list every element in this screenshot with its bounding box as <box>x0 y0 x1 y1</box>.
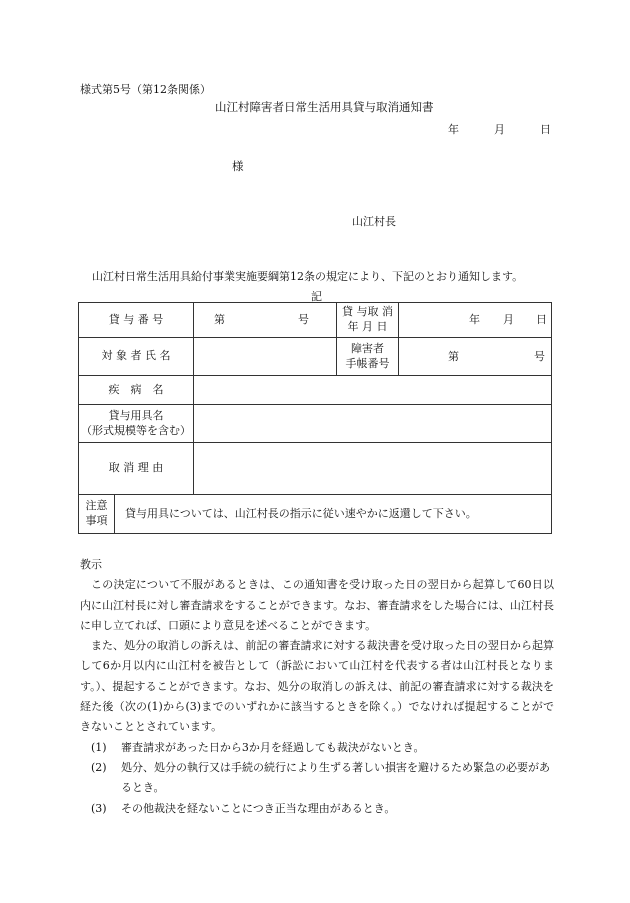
cancel-date-label-1: 貸 与取 消 <box>342 305 393 319</box>
note-label-1: 注意 <box>85 499 108 513</box>
item-number: (1) <box>91 740 107 754</box>
cancel-date-field <box>399 303 552 338</box>
instruction-paragraph-2: また、処分の取消しの訴えは、前記の審査請求に対する裁決書を受け取った日の翌日から起算して6か月以内に山江村を被告として（訴訟において山江村を代表する者は山江村長となります。）、提起することができます。なお、処分の取消しの訴えは、前記の審査請求に対する裁決を経た後（次の(1)から(3)までのいずれかに該当するときを除く。）でなければ提起することができないこととされています。 <box>80 639 554 734</box>
loan-number-label: 貸 与 番 号 <box>79 303 194 338</box>
row-equipment <box>79 405 552 443</box>
notice-text: 山江村日常生活用具給付事業実施要綱第12条の規定により、下記のとおり通知します。 <box>92 270 524 283</box>
handbook-prefix: 第 <box>448 349 459 363</box>
row-disease <box>79 376 552 405</box>
cancel-date-year: 年 <box>469 313 480 326</box>
instruction-item <box>80 799 554 819</box>
loan-number-field <box>194 303 337 338</box>
handbook-field <box>399 338 552 376</box>
item-text: 審査請求があった日から3か月を経過しても裁決がないとき。 <box>121 740 425 754</box>
form-number: 様式第5号（第12条関係） <box>80 83 211 96</box>
item-number: (2) <box>91 760 107 774</box>
cancel-date-month: 月 <box>503 313 514 326</box>
item-text: 処分、処分の執行又は手続の続行により生ずる著しい損害を避けるため緊急の必要があるとき。 <box>121 760 550 795</box>
handbook-label-1: 障害者 <box>351 341 384 355</box>
note-label <box>79 495 115 534</box>
name-field <box>194 338 337 376</box>
equipment-field <box>194 405 552 443</box>
disease-field <box>194 376 552 405</box>
row-notes <box>79 495 552 534</box>
addressee-suffix: 様 <box>232 159 244 173</box>
cancel-date-day: 日 <box>536 313 547 326</box>
row-reason <box>79 443 552 495</box>
cancellation-table <box>78 302 552 534</box>
cancel-date-label-2: 年 月 日 <box>347 320 388 333</box>
handbook-label-2: 手帳番号 <box>345 356 390 370</box>
reason-label: 取 消 理 由 <box>79 443 194 495</box>
instruction-section <box>80 555 554 819</box>
row-name <box>79 338 552 376</box>
item-number: (3) <box>91 801 107 815</box>
sender: 山江村長 <box>352 215 396 228</box>
loan-number-suffix: 号 <box>298 313 309 326</box>
instruction-heading: 教示 <box>80 558 102 571</box>
instruction-paragraph-1: この決定について不服があるときは、この通知書を受け取った日の翌日から起算して60日以内に山江村長に対し審査請求をすることができます。なお、審査請求をした場合には、山江村長に申し立てれば、口頭により意見を述べることができます。 <box>80 578 554 632</box>
handbook-suffix: 号 <box>534 349 545 363</box>
name-label: 対 象 者 氏 名 <box>79 338 194 376</box>
item-text: その他裁決を経ないことにつき正当な理由があるとき。 <box>121 801 396 815</box>
document-title: 山江村障害者日常生活用具貸与取消通知書 <box>215 100 434 114</box>
date-day: 日 <box>540 123 551 136</box>
date-month: 月 <box>494 123 505 136</box>
equipment-label-1: 貸与用具名 <box>108 408 164 422</box>
row-loan-number <box>79 303 552 338</box>
instruction-item <box>80 738 554 758</box>
handbook-label <box>337 338 399 376</box>
note-label-2: 事項 <box>85 514 108 527</box>
note-text: 貸与用具については、山江村長の指示に従い速やかに返還して下さい。 <box>115 495 552 534</box>
reason-field <box>194 443 552 495</box>
instruction-item <box>80 758 554 799</box>
disease-label: 疾 病 名 <box>79 376 194 405</box>
date-year: 年 <box>448 123 459 136</box>
equipment-label <box>79 405 194 443</box>
equipment-label-2: （形式規模等を含む） <box>81 423 191 437</box>
ki-heading: 記 <box>311 290 322 303</box>
loan-number-prefix: 第 <box>214 313 225 326</box>
cancel-date-label <box>337 303 399 338</box>
